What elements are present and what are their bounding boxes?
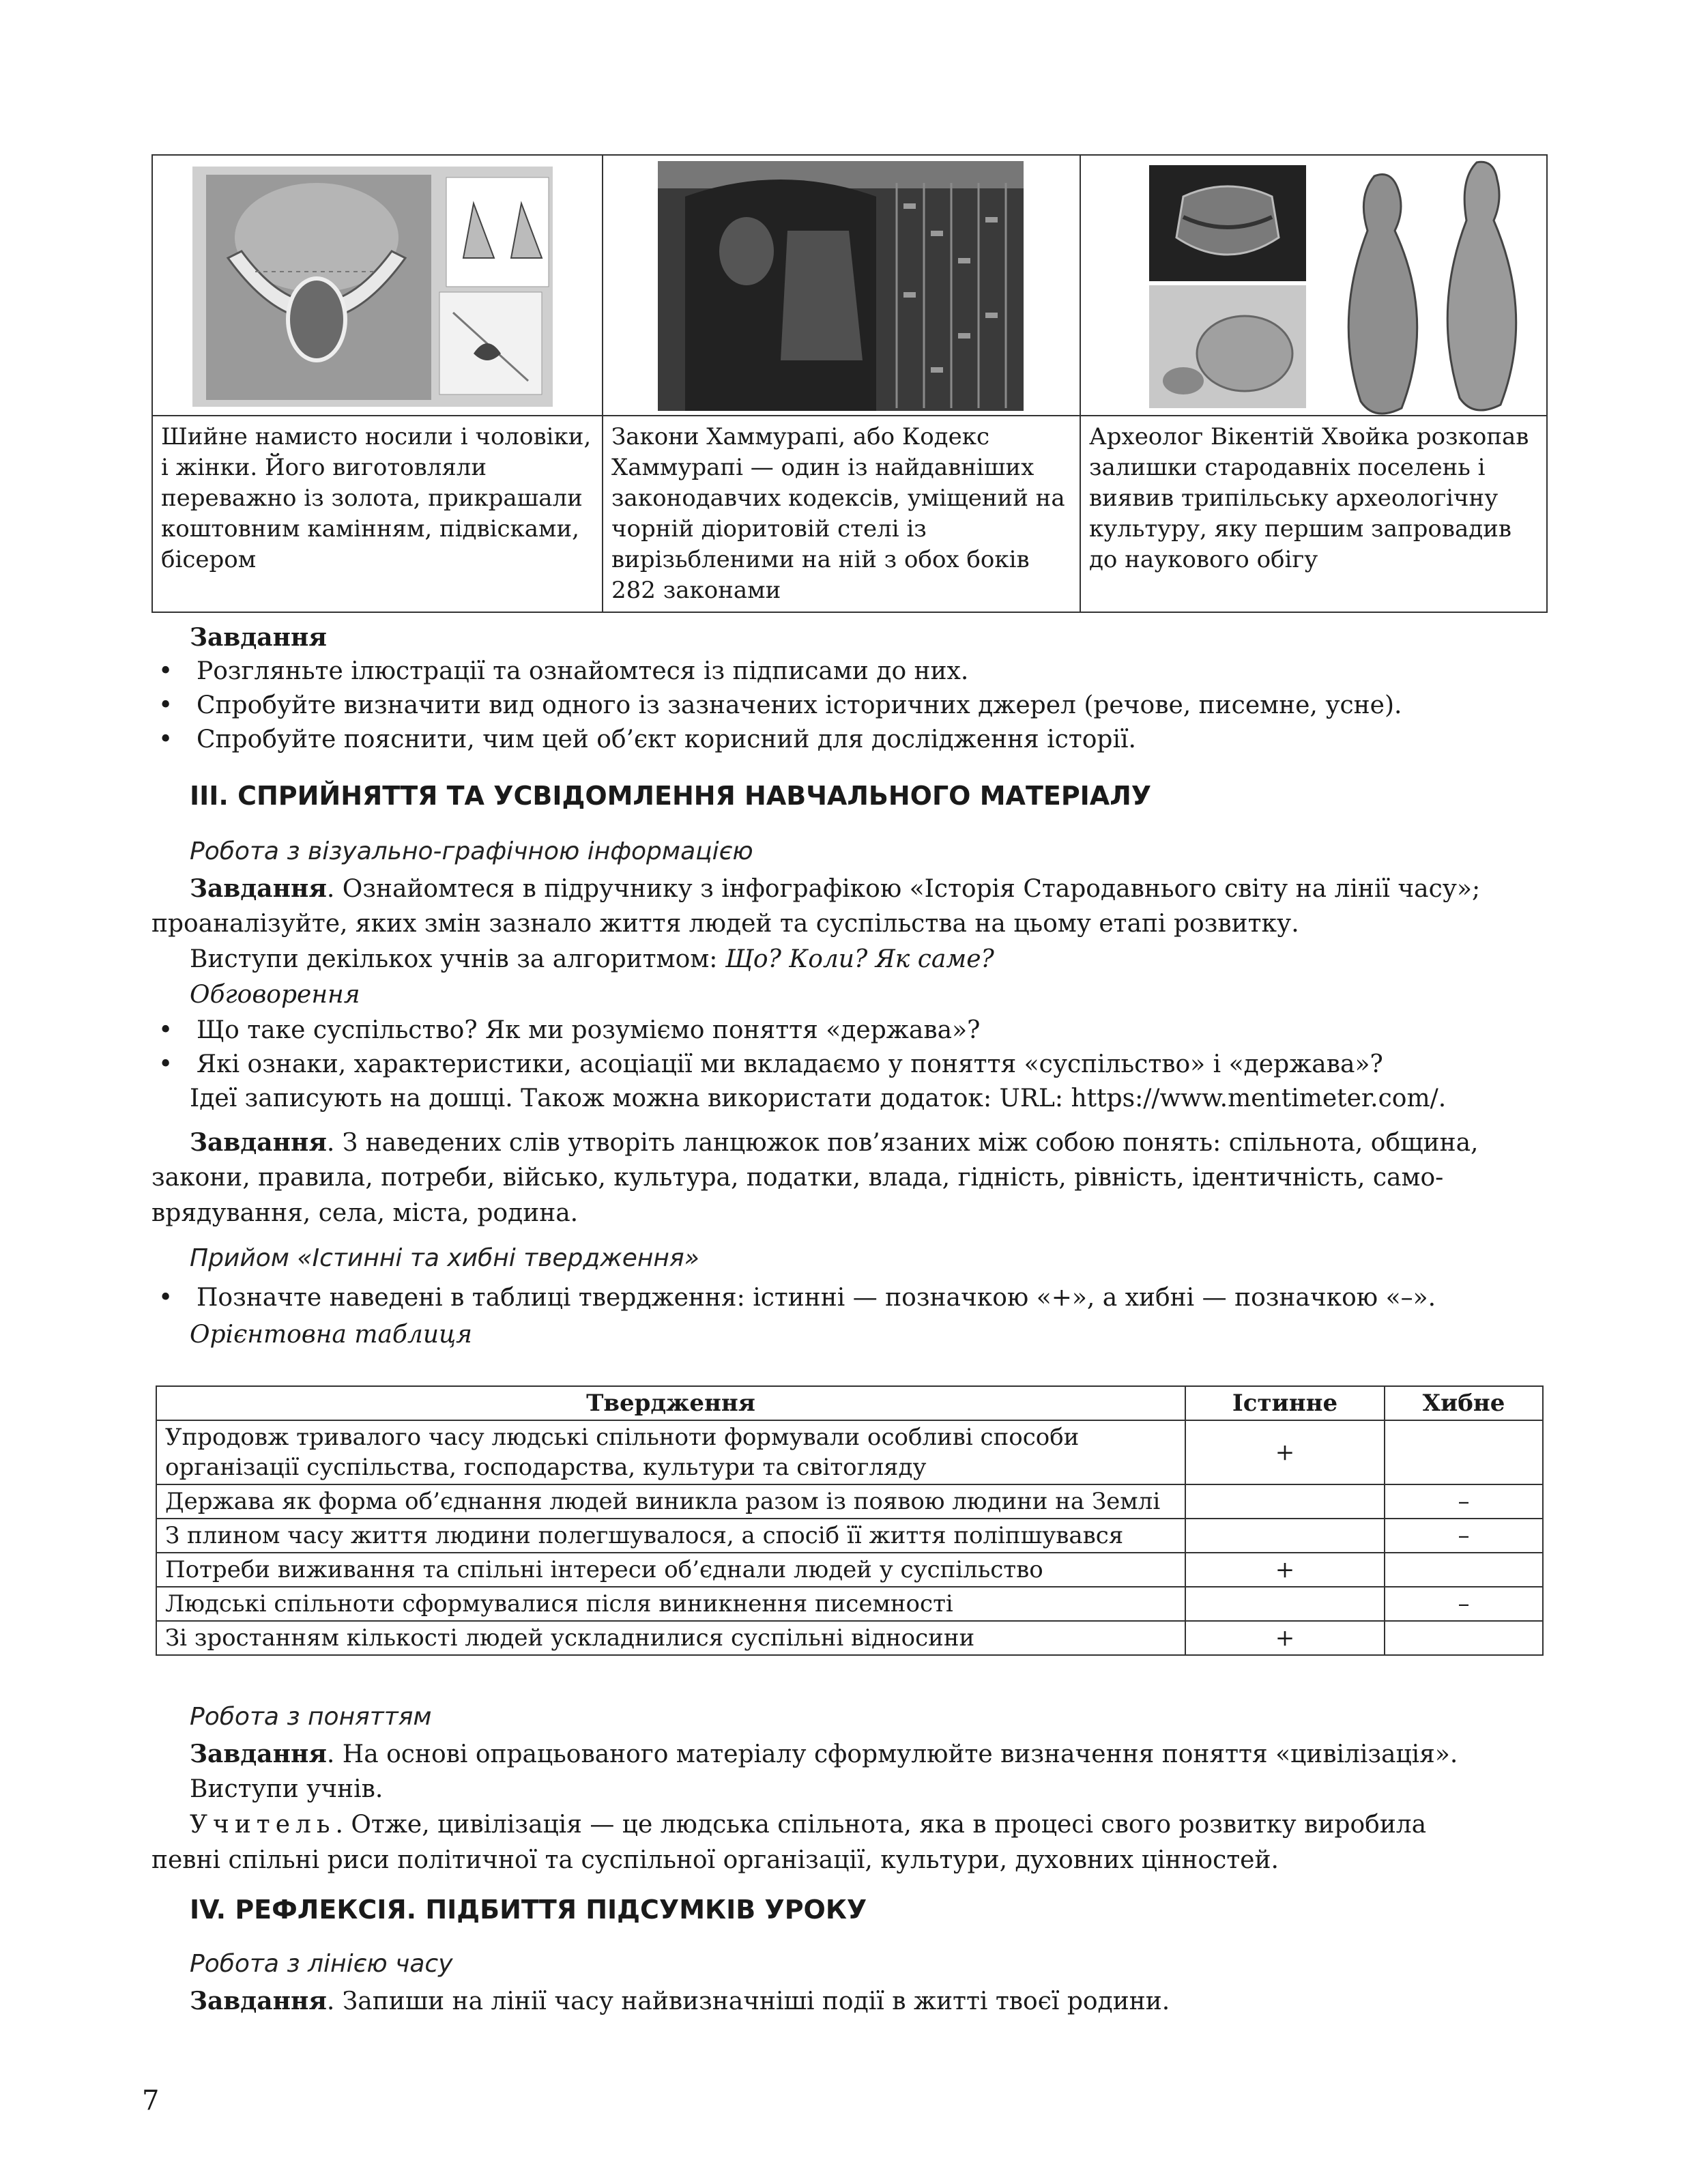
- necklace-image: [153, 156, 602, 415]
- section3-task-line1: Завдання. Ознайомтеся в підручнику з інфографікою «Історія Стародавнього світу на лінії часу»;: [190, 874, 1481, 903]
- section4-heading: IV. РЕФЛЕКСІЯ. ПІДБИТТЯ ПІДСУМКІВ УРОКУ: [190, 1895, 867, 1925]
- timeline-subheading: Робота з лінією часу: [190, 1950, 453, 1978]
- true-mark: [1185, 1484, 1385, 1519]
- section3-task2-line1: Завдання. З наведених слів утворіть ланцюжок пов’язаних між собою понять: спільнота, община,: [190, 1128, 1479, 1157]
- table-row: [156, 1519, 1543, 1553]
- header-false: Хибне: [1385, 1386, 1543, 1420]
- header-true: Істинне: [1185, 1386, 1385, 1420]
- statement-text: Упродовж тривалого часу людські спільноти формували особливі способи організації суспільства, господарства, культури та світогляду: [156, 1420, 1185, 1484]
- false-mark: [1385, 1621, 1543, 1655]
- trypillia-caption: Археолог Вікентій Хвойка розкопав залишки стародавніх поселень і виявив трипільську археологічну культуру, яку першим запровадив до наукового обігу: [1089, 423, 1529, 573]
- table-row: [156, 1484, 1543, 1519]
- statements-table: [156, 1385, 1544, 1656]
- task1-bullet-3: • Спробуйте пояснити, чим цей об’єкт корисний для дослідження історії.: [158, 725, 1136, 753]
- true-mark: +: [1185, 1553, 1385, 1587]
- statement-text: Людські спільноти сформувалися після виникнення писемності: [156, 1587, 1185, 1621]
- speeches-line: Виступи декількох учнів за алгоритмом: Що? Коли? Як саме?: [190, 945, 994, 973]
- necklace-caption: Шийне намисто носили і чоловіки, і жінки. Його виготовляли переважно із золота, прикрашали коштовним камінням, підвісками, бісером: [161, 423, 592, 573]
- discussion-label: Обговорення: [190, 981, 360, 1009]
- true-mark: +: [1185, 1420, 1385, 1484]
- concept-subheading: Робота з поняттям: [190, 1703, 432, 1731]
- necklace-cell: [152, 155, 603, 416]
- section3-task-line2: проаналізуйте, яких змін зазнало життя людей та суспільства на цьому етапі розвитку.: [151, 910, 1299, 938]
- question-bullet-1: • Що таке суспільство? Як ми розуміємо поняття «держава»?: [158, 1016, 981, 1044]
- section3-subheading-visual: Робота з візуально-графічною інформацією: [190, 837, 753, 865]
- section3-task2-line3: врядування, села, міста, родина.: [151, 1199, 579, 1227]
- header-statement: Твердження: [156, 1386, 1185, 1420]
- trypillia-artifacts-image: [1081, 156, 1546, 415]
- section3-heading: III. СПРИЙНЯТТЯ ТА УСВІДОМЛЕННЯ НАВЧАЛЬНОГО МАТЕРІАЛУ: [190, 781, 1152, 811]
- statement-text: Потреби виживання та спільні інтереси об’єднали людей у суспільство: [156, 1553, 1185, 1587]
- statement-text: Зі зростанням кількості людей ускладнилися суспільні відносини: [156, 1621, 1185, 1655]
- statement-text: Держава як форма об’єднання людей виникла разом із появою людини на Землі: [156, 1484, 1185, 1519]
- trypillia-cell: [1080, 155, 1547, 416]
- true-false-subheading: Прийом «Істинні та хибні твердження»: [190, 1244, 699, 1272]
- task1-title: Завдання: [190, 623, 327, 652]
- hammurabi-stele-image: [603, 156, 1080, 415]
- table-row: [156, 1553, 1543, 1587]
- concept-speeches: Виступи учнів.: [190, 1775, 384, 1803]
- false-mark: [1385, 1553, 1543, 1587]
- question-bullet-2: • Які ознаки, характеристики, асоціації ми вкладаємо у поняття «суспільство» і «держава»?: [158, 1050, 1383, 1078]
- section4-task-line: Завдання. Запиши на лінії часу найвизначніші події в житті твоєї родини.: [190, 1987, 1170, 2015]
- table-caption: Орієнтовна таблиця: [190, 1321, 472, 1349]
- illustrations-table: [151, 154, 1548, 613]
- false-mark: –: [1385, 1519, 1543, 1553]
- task1-bullet-2: • Спробуйте визначити вид одного із зазначених історичних джерел (речове, писемне, усне).: [158, 691, 1402, 719]
- teacher-line1: Учитель. Отже, цивілізація — це людська спільнота, яка в процесі свого розвитку виробила: [190, 1811, 1427, 1839]
- mark-bullet: • Позначте наведені в таблиці твердження: істинні — позначкою «+», а хибні — позначкою «–».: [158, 1284, 1436, 1312]
- teacher-line2: певні спільні риси політичної та суспільної організації, культури, духовних цінностей.: [151, 1846, 1279, 1874]
- true-mark: [1185, 1519, 1385, 1553]
- page-number: 7: [142, 2085, 160, 2116]
- true-mark: [1185, 1587, 1385, 1621]
- table-row: [156, 1621, 1543, 1655]
- hammurabi-cell: [603, 155, 1080, 416]
- concept-task-line: Завдання. На основі опрацьованого матеріалу сформулюйте визначення поняття «цивілізація».: [190, 1740, 1458, 1768]
- table-row: [156, 1420, 1543, 1484]
- hammurabi-caption: Закони Хаммурапі, або Кодекс Хаммурапі — один із найдавніших законодавчих кодексів, уміщений на чорній діоритовій стелі із вирізьбленими на ній з обох боків 282 законами: [611, 423, 1065, 604]
- false-mark: –: [1385, 1484, 1543, 1519]
- task1-bullet-1: • Розгляньте ілюстрації та ознайомтеся із підписами до них.: [158, 657, 969, 685]
- table-row: [156, 1587, 1543, 1621]
- true-mark: +: [1185, 1621, 1385, 1655]
- statement-text: З плином часу життя людини полегшувалося, а спосіб її життя поліпшувався: [156, 1519, 1185, 1553]
- ideas-line: Ідеї записують на дошці. Також можна використати додаток: URL: https://www.mentimeter.com/.: [190, 1084, 1447, 1112]
- false-mark: –: [1385, 1587, 1543, 1621]
- section3-task2-line2: закони, правила, потреби, військо, культура, податки, влада, гідність, рівність, ідентичність, само-: [151, 1164, 1444, 1192]
- false-mark: [1385, 1420, 1543, 1484]
